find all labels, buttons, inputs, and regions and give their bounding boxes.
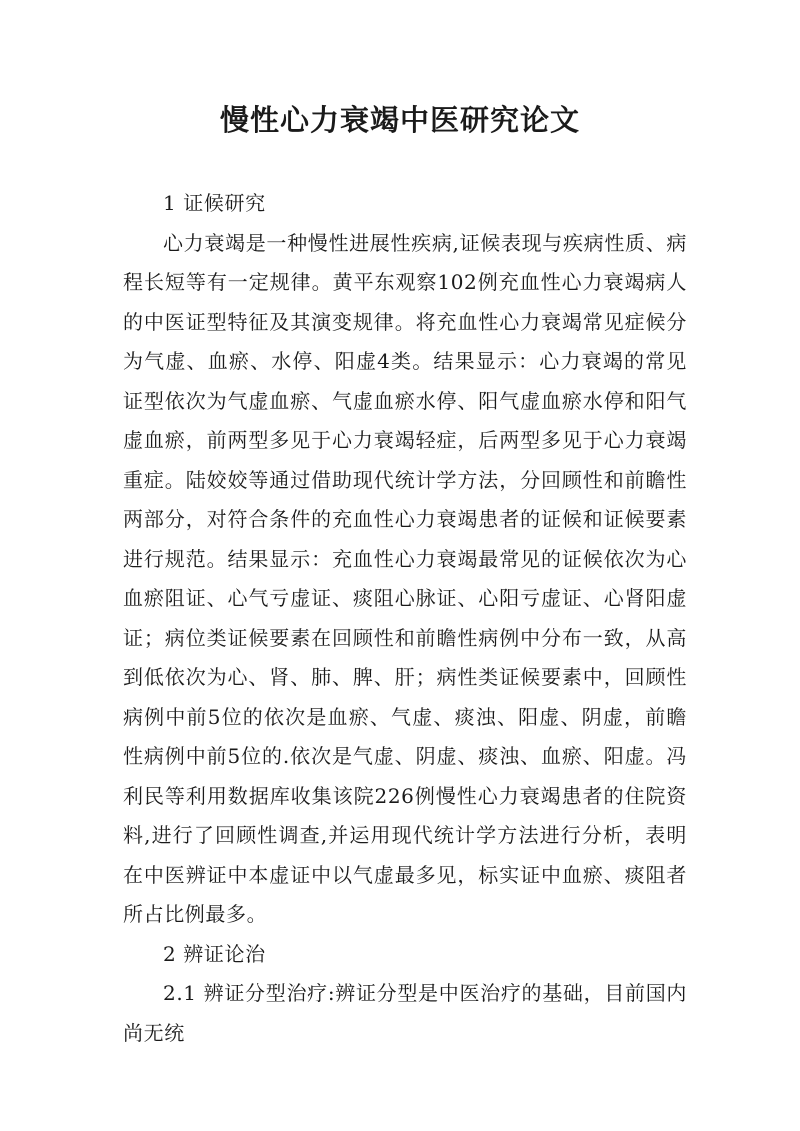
- paragraph-syndrome-research: 心力衰竭是一种慢性进展性疾病,证候表现与疾病性质、病程长短等有一定规律。黄平东观察102例充血性心力衰竭病人的中医证型特征及其演变规律。将充血性心力衰竭常见症候分为气虚、血瘀、水停、阳虚4类。结果显示：心力衰竭的常见证型依次为气虚血瘀、气虚血瘀水停、阳气虚血瘀水停和阳气虚血瘀，前两型多见于心力衰竭轻症，后两型多见于心力衰竭重症。陆姣姣等通过借助现代统计学方法，分回顾性和前瞻性两部分，对符合条件的充血性心力衰竭患者的证候和证候要素进行规范。结果显示：充血性心力衰竭最常见的证候依次为心血瘀阻证、心气亏虚证、痰阻心脉证、心阳亏虚证、心肾阳虚证；病位类证候要素在回顾性和前瞻性病例中分布一致，从高到低依次为心、肾、肺、脾、肝；病性类证候要素中，回顾性病例中前5位的依次是血瘀、气虚、痰浊、阳虚、阴虚，前瞻性病例中前5位的.依次是气虚、阴虚、痰浊、血瘀、阳虚。冯利民等利用数据库收集该院226例慢性心力衰竭患者的住院资料,进行了回顾性调查,并运用现代统计学方法进行分析，表明在中医辨证中本虚证中以气虚最多见，标实证中血瘀、痰阻者所占比例最多。: [123, 230, 687, 926]
- document-title: 慢性心力衰竭中医研究论文: [219, 103, 580, 137]
- paragraph-syndrome-classification: 2.1 辨证分型治疗:辨证分型是中医治疗的基础，目前国内尚无统: [123, 981, 687, 1045]
- document-body: [123, 184, 687, 1053]
- section-heading-syndrome-treatment: 2 辨证论治: [163, 941, 266, 966]
- section-heading-syndrome-research: 1 证候研究: [163, 191, 266, 215]
